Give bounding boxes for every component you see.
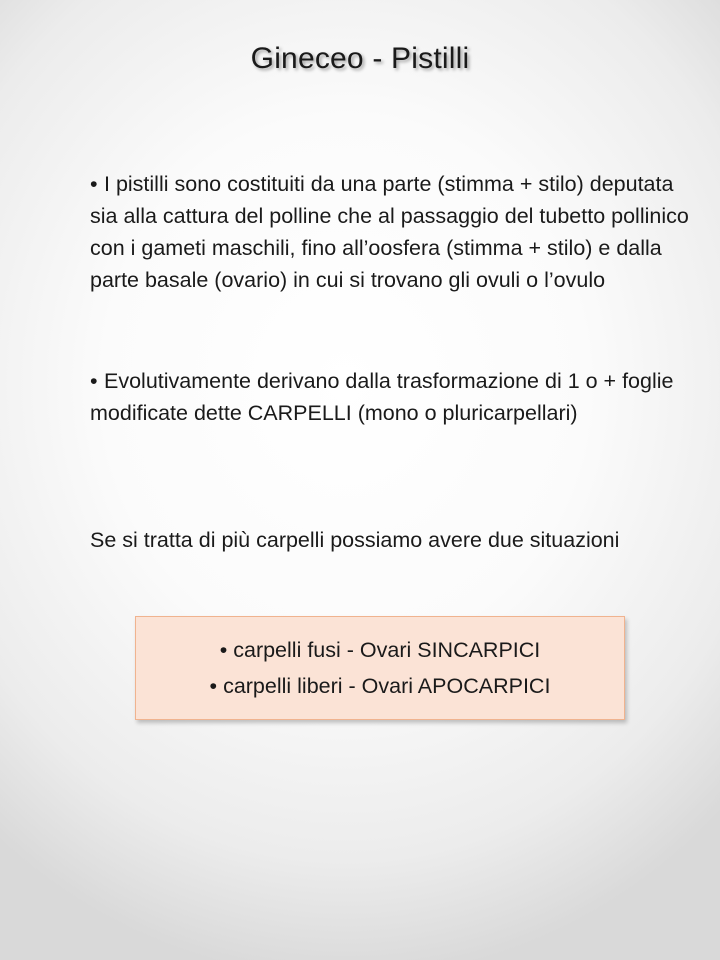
callout-item-apocarpici: [210, 668, 551, 704]
callout-item-text: carpelli liberi - Ovari APOCARPICI: [223, 674, 551, 698]
bullet-evolution-carpels: [90, 365, 700, 429]
bullet-marker: •: [209, 674, 218, 698]
callout-item-text: carpelli fusi - Ovari SINCARPICI: [233, 638, 541, 662]
bullet-marker: •: [90, 172, 98, 196]
bullet-text: I pistilli sono costituiti da una parte (stimma + stilo) deputata sia alla cattura del polline che al passaggio del tubetto pollinico con i gameti maschili, fino all’oosfera (stimma + stilo) e dalla parte basale (ovario) in cui si trovano gli ovuli o l’ovulo: [90, 172, 689, 292]
bullet-marker: •: [219, 638, 228, 662]
callout-box: [135, 616, 625, 720]
slide-title: Gineceo - Pistilli: [250, 42, 470, 75]
callout-item-sincarpici: [220, 632, 541, 668]
bullet-text: Evolutivamente derivano dalla trasformazione di 1 o + foglie modificate dette CARPELLI (mono o pluricarpellari): [90, 369, 674, 425]
bullet-marker: •: [90, 369, 98, 393]
paragraph-multiple-carpels: Se si tratta di più carpelli possiamo avere due situazioni: [90, 528, 620, 552]
bullet-pistilli-structure: [90, 168, 700, 296]
